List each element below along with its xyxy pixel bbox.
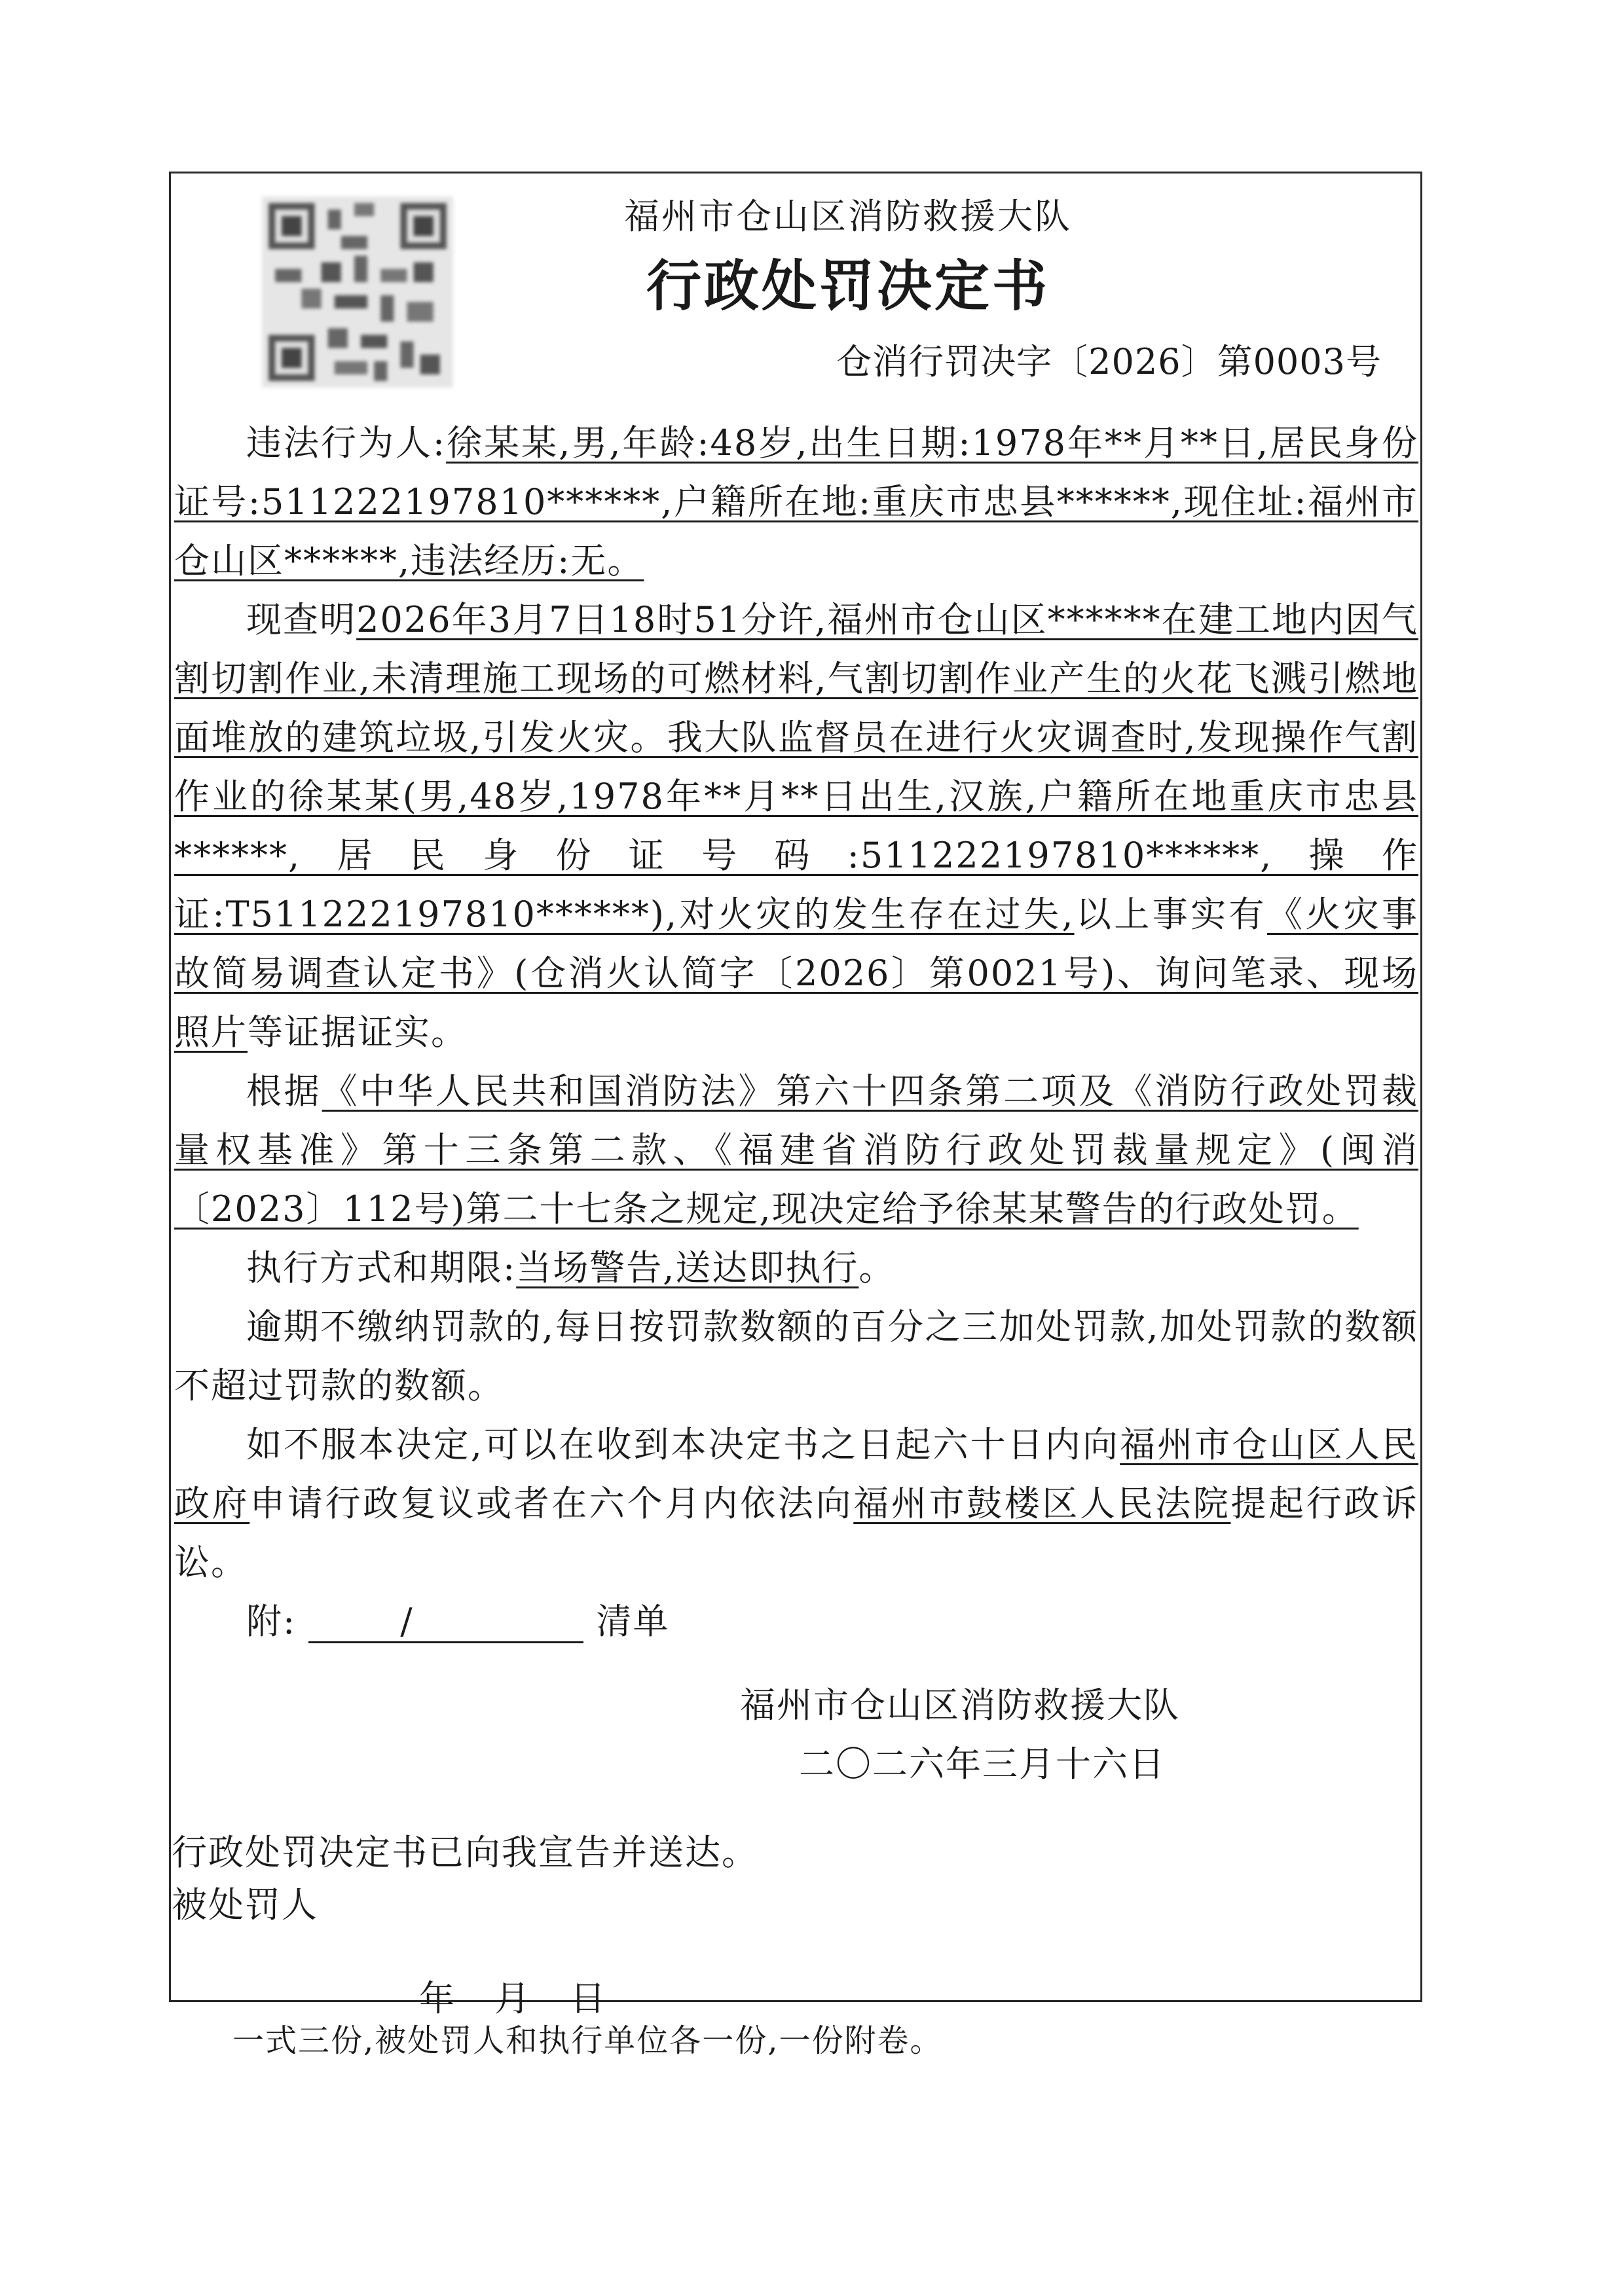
issuing-org-heading: 福州市仓山区消防救援大队: [624, 196, 1072, 237]
appeal-text-b: 申请行政复议或者在六个月内依法向: [249, 1483, 854, 1524]
facts-evidence: 《火灾事故简易调查认定书》(仓消火认简字〔2026〕第0021号)、询问笔录、现场照片: [174, 894, 1419, 1053]
attachment-label: 附:: [246, 1601, 297, 1642]
signature-block: [740, 1676, 1180, 1794]
appeal-paragraph: [174, 1415, 1418, 1592]
offender-label: 违法行为人:: [246, 422, 447, 464]
facts-details: 2026年3月7日18时51分许,福州市仓山区******在建工地内因气割切割作业,未清理施工现场的可燃材料,气割切割作业产生的火花飞溅引燃地面堆放的建筑垃圾,引发火灾。我大队监督员在进行火灾调查时,发现操作气割作业的徐某某(男,48岁,1978年**月**日出生,汉族,户籍所在地重庆市忠县******,居民身份证号码:511222197810******,操作证:T511222197810******),对火灾的发生存在过失,: [174, 599, 1418, 935]
acknowledgement-block: [172, 1827, 758, 1931]
signature-org: 福州市仓山区消防救援大队: [740, 1685, 1180, 1726]
execution-value: 当场警告,送达即执行: [516, 1247, 859, 1288]
facts-tail: 等证据证实。: [248, 1011, 468, 1053]
offender-details: 徐某某,男,年龄:48岁,出生日期:1978年**月**日,居民身份证号:511222197810******,户籍所在地:重庆市忠县******,现住址:福州市仓山区******,违法经历:无。: [174, 422, 1418, 581]
appeal-court: 福州市鼓楼区人民法院: [853, 1483, 1231, 1524]
appeal-text-a: 如不服本决定,可以在收到本决定书之日起六十日内向: [246, 1424, 1120, 1465]
facts-mid: 以上事实有: [1074, 894, 1267, 935]
offender-paragraph: [174, 414, 1418, 591]
acknowledgement-statement: 行政处罚决定书已向我宣告并送达。: [172, 1832, 758, 1873]
legal-basis-details: 《中华人民共和国消防法》第六十四条第二项及《消防行政处罚裁量权基准》第十三条第二款、《福建省消防行政处罚裁量规定》(闽消〔2023〕112号)第二十七条之规定,现决定给予徐某某警告的行政处罚。: [174, 1070, 1419, 1230]
execution-end: 。: [858, 1247, 896, 1288]
appeal-government: 福州市仓山区人民政府: [174, 1424, 1419, 1524]
overdue-paragraph: 逾期不缴纳罚款的,每日按罚款数额的百分之三加处罚款,加处罚款的数额不超过罚款的数额。: [174, 1306, 1418, 1406]
attachment-suffix: 清单: [596, 1601, 670, 1642]
acknowledgement-date-placeholder: 年 月 日: [419, 1978, 607, 2019]
execution-paragraph: [174, 1239, 1418, 1298]
execution-label: 执行方式和期限:: [246, 1247, 517, 1288]
appeal-text-c: 提起行政诉讼。: [174, 1483, 1418, 1583]
copies-footer-note: 一式三份,被处罚人和执行单位各一份,一份附卷。: [232, 2022, 943, 2059]
decision-body: [174, 414, 1418, 1651]
attachment-value: /: [308, 1602, 583, 1643]
document-number: 仓消行罚决字〔2026〕第0003号: [836, 341, 1382, 382]
legal-basis-lead: 根据: [246, 1070, 322, 1112]
legal-basis-paragraph: [174, 1062, 1418, 1239]
facts-paragraph: [174, 591, 1418, 1062]
attachment-line: [174, 1592, 1418, 1651]
document-title: 行政处罚决定书: [646, 253, 1050, 318]
facts-lead: 现查明: [246, 599, 357, 640]
signature-date: 二〇二六年三月十六日: [799, 1743, 1166, 1785]
penalized-person-label: 被处罚人: [172, 1884, 318, 1925]
